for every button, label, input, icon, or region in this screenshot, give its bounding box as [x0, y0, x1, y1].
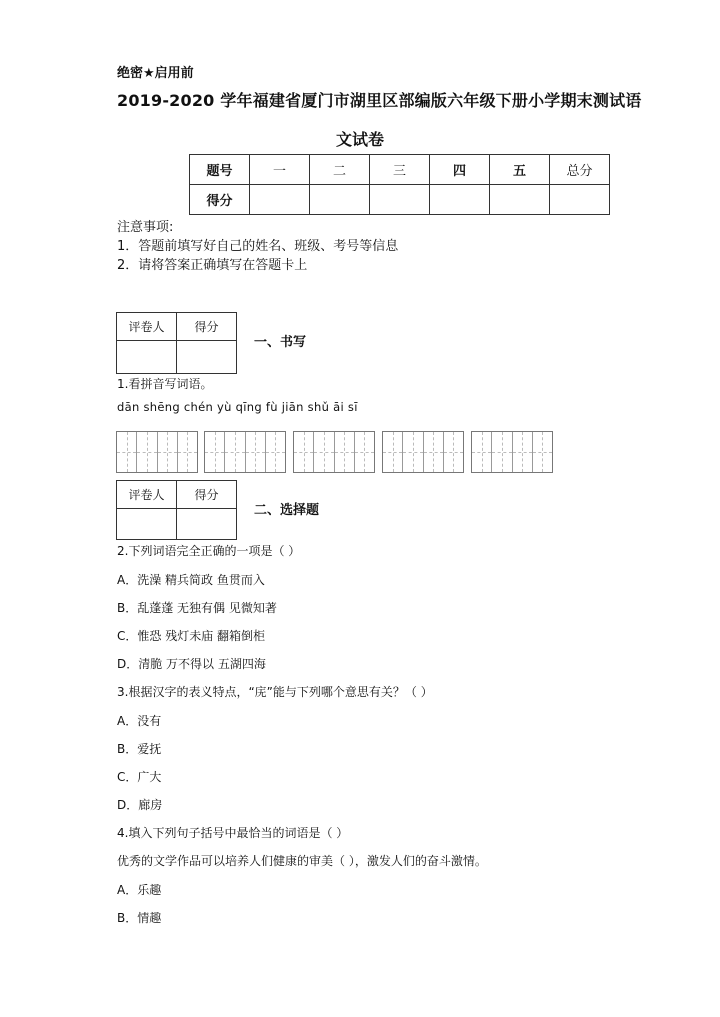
- note-item: 2．请将答案正确填写在答题卡上: [117, 258, 308, 273]
- writing-grid[interactable]: [293, 431, 375, 473]
- score-cell: 三: [370, 155, 430, 185]
- grader-score-label: 得分: [177, 481, 237, 509]
- grader-input-cell[interactable]: [177, 341, 237, 374]
- option-item: B．爱抚: [117, 742, 162, 756]
- question-4: 4.填入下列句子括号中最恰当的词语是（ ）: [117, 826, 349, 840]
- score-table-header-row: [190, 155, 610, 185]
- option-item: A．乐趣: [117, 883, 162, 897]
- writing-grid[interactable]: [471, 431, 553, 473]
- grader-table: [116, 312, 237, 374]
- option-item: D．清脆 万不得以 五湖四海: [117, 657, 266, 671]
- option-item: C．惟恐 残灯未庙 翻箱倒柜: [117, 629, 266, 643]
- question-2: 2.下列词语完全正确的一项是（ ）: [117, 544, 301, 558]
- option-item: B．情趣: [117, 911, 162, 925]
- question-1: 1.看拼音写词语。: [117, 377, 213, 391]
- question-3: 3.根据汉字的表义特点，“庑”能与下列哪个意思有关？（ ）: [117, 685, 433, 699]
- confidential-label: 绝密★启用前: [117, 66, 194, 81]
- score-table-score-row: [190, 185, 610, 215]
- score-table: [189, 154, 610, 215]
- option-item: D．廊房: [117, 798, 163, 812]
- option-item: A．没有: [117, 714, 162, 728]
- grader-label: 评卷人: [117, 481, 177, 509]
- question-4-sentence: 优秀的文学作品可以培养人们健康的审美（ ），激发人们的奋斗激情。: [117, 854, 487, 868]
- score-input-cell[interactable]: [550, 185, 610, 215]
- writing-grid[interactable]: [382, 431, 464, 473]
- writing-grid[interactable]: [204, 431, 286, 473]
- score-cell: 题号: [190, 155, 250, 185]
- score-cell: 五: [490, 155, 550, 185]
- notes-heading: 注意事项:: [117, 220, 174, 235]
- score-cell: 得分: [190, 185, 250, 215]
- grader-label: 评卷人: [117, 313, 177, 341]
- score-input-cell[interactable]: [370, 185, 430, 215]
- score-cell: 总分: [550, 155, 610, 185]
- section-title: 一、书写: [254, 335, 307, 350]
- pinyin-line: dān shēng chén yù qīng fù jiān shǔ āi sī: [117, 400, 358, 414]
- option-item: A．洗澡 精兵简政 鱼贯而入: [117, 573, 265, 587]
- writing-grid[interactable]: [116, 431, 198, 473]
- option-item: B．乱蓬蓬 无独有偶 见微知著: [117, 601, 277, 615]
- section-title: 二、选择题: [254, 503, 320, 518]
- notes: [117, 218, 398, 275]
- grader-score-label: 得分: [177, 313, 237, 341]
- score-cell: 二: [310, 155, 370, 185]
- score-input-cell[interactable]: [490, 185, 550, 215]
- exam-title-line1: 2019-2020 学年福建省厦门市湖里区部编版六年级下册小学期末测试语: [117, 91, 642, 110]
- score-cell: 一: [250, 155, 310, 185]
- exam-title-line2: 文试卷: [335, 130, 384, 149]
- score-input-cell[interactable]: [310, 185, 370, 215]
- grader-table: [116, 480, 237, 540]
- grader-input-cell[interactable]: [177, 509, 237, 540]
- grader-input-cell[interactable]: [117, 509, 177, 540]
- option-item: C．广大: [117, 770, 162, 784]
- note-item: 1．答题前填写好自己的姓名、班级、考号等信息: [117, 239, 399, 254]
- score-cell: 四: [430, 155, 490, 185]
- score-input-cell[interactable]: [250, 185, 310, 215]
- score-input-cell[interactable]: [430, 185, 490, 215]
- grader-input-cell[interactable]: [117, 341, 177, 374]
